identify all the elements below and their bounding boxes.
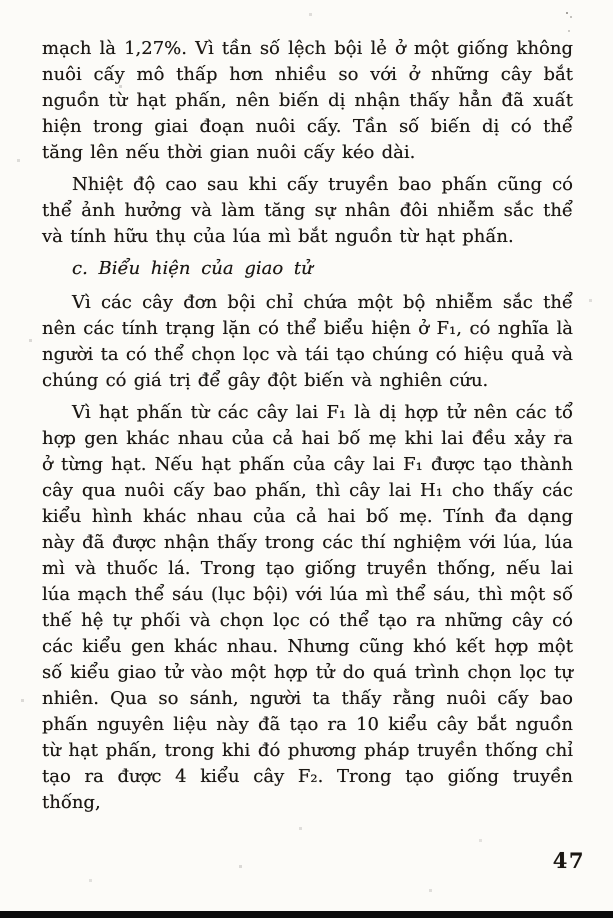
page-number: 47 (552, 848, 585, 873)
paragraph: Vì các cây đơn bội chỉ chứa một bộ nhiễm sắc thể nên các tính trạng lặn có thể biểu hiện ở F₁, có nghĩa là người ta có thể chọn lọc và tái tạo chúng có hiệu quả và chúng có giá trị để gây đột biến và nghiên cứu. (42, 292, 573, 391)
section-heading: c. Biểu hiện của giao tử (72, 258, 313, 279)
paragraph-continuation: mạch là 1,27%. Vì tần số lệch bội lẻ ở một giống không nuôi cấy mô thấp hơn nhiều so với ở những cây bắt nguồn từ hạt phấn, nên biến dị nhận thấy hẳn đã xuất hiện trong giai đoạn nuôi cấy. Tần số biến dị có thể tăng lên nếu thời gian nuôi cấy kéo dài. (42, 38, 573, 163)
scan-artifact-mark (566, 12, 568, 14)
paragraph: Nhiệt độ cao sau khi cấy truyền bao phấn cũng có thể ảnh hưởng và làm tăng sự nhân đôi nhiễm sắc thể và tính hữu thụ của lúa mì bắt nguồn từ hạt phấn. (42, 174, 573, 247)
scan-edge-bar (0, 911, 613, 918)
paragraph: Vì hạt phấn từ các cây lai F₁ là dị hợp tử nên các tổ hợp gen khác nhau của cả hai bố mẹ khi lai đều xảy ra ở từng hạt. Nếu hạt phấn của cây lai F₁ được tạo thành cây qua nuôi cấy bao phấn, thì cây lai H₁ cho thấy các kiểu hình khác nhau của cả hai bố mẹ. Tính đa dạng này đã được nhận thấy trong các thí nghiệm với lúa, lúa mì và thuốc lá. Trong tạo giống truyền thống, nếu lai lúa mạch thể sáu (lục bội) với lúa mì thể sáu, thì một số thế hệ tự phối và chọn lọc có thể tạo ra những cây có các kiểu gen khác nhau. Nhưng cũng khó kết hợp một số kiểu giao tử vào một hợp tử do quá trình chọn lọc tự nhiên. Qua so sánh, người ta thấy rằng nuôi cấy bao phấn nguyên liệu này đã tạo ra 10 kiểu cây bắt nguồn từ hạt phấn, trong khi đó phương pháp truyền thống chỉ tạo ra được 4 kiểu cây F₂. Trong tạo giống truyền thống, (42, 402, 573, 813)
scan-noise-speckles (0, 0, 1, 1)
text-block (42, 36, 573, 822)
